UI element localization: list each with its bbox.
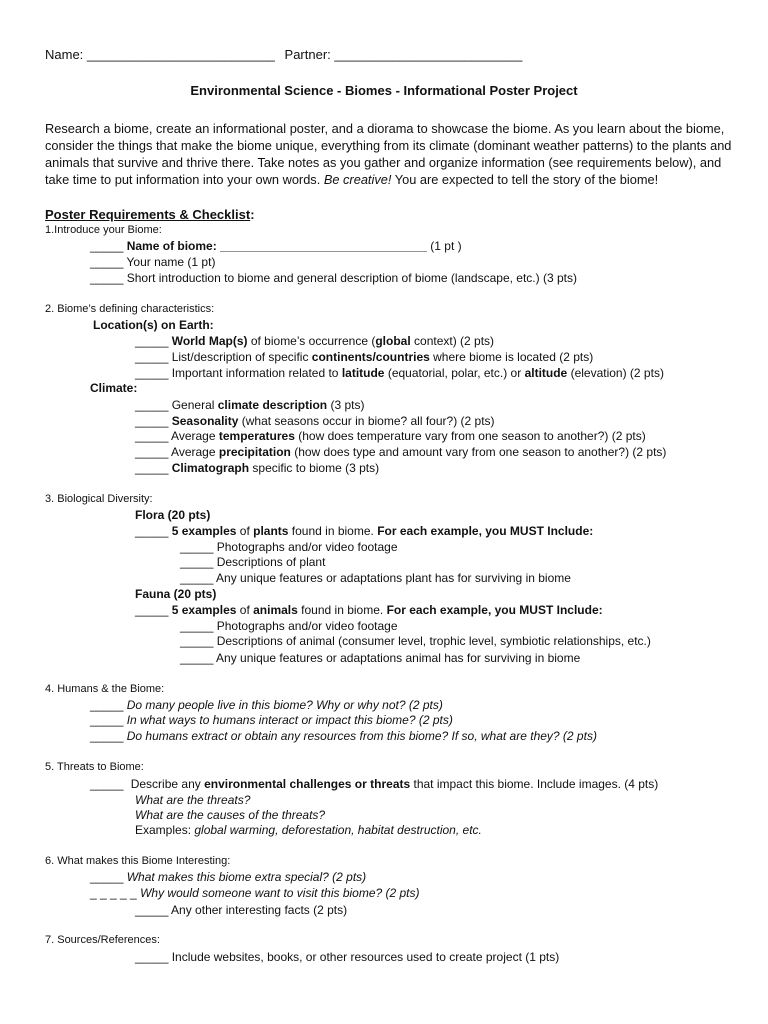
humans-item-1: _____ Do many people live in this biome? Why or why not? (2 pts) [90,698,443,712]
partner-label: Partner: [284,47,331,62]
name-blank: __________________________ [86,47,275,62]
section-3-heading: 3. Biological Diversity: [45,493,153,505]
loc-item-continents: _____ List/description of specific continents/countries where biome is located (2 pts) [135,350,594,364]
threats-question-2: What are the causes of the threats? [135,808,326,822]
s1-item-your-name: _____ Your name (1 pt) [90,255,216,269]
section-5-heading: 5. Threats to Biome: [45,761,144,773]
section-1-heading: 1.Introduce your Biome: [45,224,162,236]
checklist-heading: Poster Requirements & Checklist: [45,207,255,222]
location-heading: Location(s) on Earth: [93,318,214,332]
humans-item-3: _____ Do humans extract or obtain any resources from this biome? If so, what are they? (2 pts) [90,729,597,743]
fauna-sub-photos: _____ Photographs and/or video footage [180,619,398,633]
fauna-sub-adaptations: _____ Any unique features or adaptations animal has for surviving in biome [180,651,581,665]
climate-heading: Climate: [90,381,138,395]
name-label: Name: [45,47,84,62]
flora-sub-descriptions: _____ Descriptions of plant [180,555,326,569]
climate-item-temperatures: _____ Average temperatures (how does temperature vary from one season to another?) (2 pts) [135,429,646,443]
section-6-heading: 6. What makes this Biome Interesting: [45,855,231,867]
flora-heading: Flora (20 pts) [135,508,211,522]
fauna-item-examples: _____ 5 examples of animals found in biome. For each example, you MUST Include: [135,603,603,617]
name-partner-line [45,47,522,62]
section-4-heading: 4. Humans & the Biome: [45,683,165,695]
climate-item-climatograph: _____ Climatograph specific to biome (3 pts) [135,461,380,475]
intro-text-end: You are expected to tell the story of the biome! [391,172,659,187]
page-title: Environmental Science - Biomes - Informational Poster Project [190,83,578,98]
loc-item-world-maps: _____ World Map(s) of biome’s occurrence (global context) (2 pts) [135,334,495,348]
intro-paragraph [45,120,735,188]
section-2-heading: 2. Biome’s defining characteristics: [45,303,215,315]
flora-sub-adaptations: _____ Any unique features or adaptations plant has for surviving in biome [180,571,571,585]
interesting-item-2: _ _ _ _ _ Why would someone want to visit this biome? (2 pts) [90,886,420,900]
climate-item-precipitation: _____ Average precipitation (how does type and amount vary from one season to another?) (2 pts) [135,445,667,459]
partner-blank: __________________________ [334,47,523,62]
climate-item-description: _____ General climate description (3 pts) [135,398,365,412]
fauna-heading: Fauna (20 pts) [135,587,217,601]
threats-question-1: What are the threats? [135,793,251,807]
section-7-heading: 7. Sources/References: [45,934,160,946]
s1-item-intro: _____ Short introduction to biome and general description of biome (landscape, etc.) (3 pts) [90,271,577,285]
s1-item-name: _____ Name of biome: _______________________________ (1 pt ) [90,239,462,253]
intro-emphasis: Be creative! [323,172,392,187]
interesting-item-3: _____ Any other interesting facts (2 pts) [135,903,348,917]
climate-item-seasonality: _____ Seasonality (what seasons occur in biome? all four?) (2 pts) [135,414,495,428]
flora-sub-photos: _____ Photographs and/or video footage [180,540,398,554]
humans-item-2: _____ In what ways to humans interact or impact this biome? (2 pts) [90,713,453,727]
loc-item-latitude: _____ Important information related to latitude (equatorial, polar, etc.) or altitude (elevation) (2 pts) [135,366,664,380]
intro-text: Research a biome, create an informational poster, and a diorama to showcase the biome. As you learn about the biome, consider the things that make the biome unique, everything from its climate (dominant weather patterns) to the plants and animals that survive and thrive there. Take notes as you gather and organize information (see requirements below), and take time to put information into your own words. [45,121,732,187]
interesting-item-1: _____ What makes this biome extra special? (2 pts) [90,870,367,884]
threats-examples: Examples: global warming, deforestation, habitat destruction, etc. [135,823,482,837]
threats-item: _____ Describe any environmental challenges or threats that impact this biome. Include images. (4 pts) [90,777,659,791]
sources-item: _____ Include websites, books, or other resources used to create project (1 pts) [135,950,560,964]
fauna-sub-descriptions: _____ Descriptions of animal (consumer level, trophic level, symbiotic relationships, etc.) [180,634,651,648]
flora-item-examples: _____ 5 examples of plants found in biome. For each example, you MUST Include: [135,524,594,538]
